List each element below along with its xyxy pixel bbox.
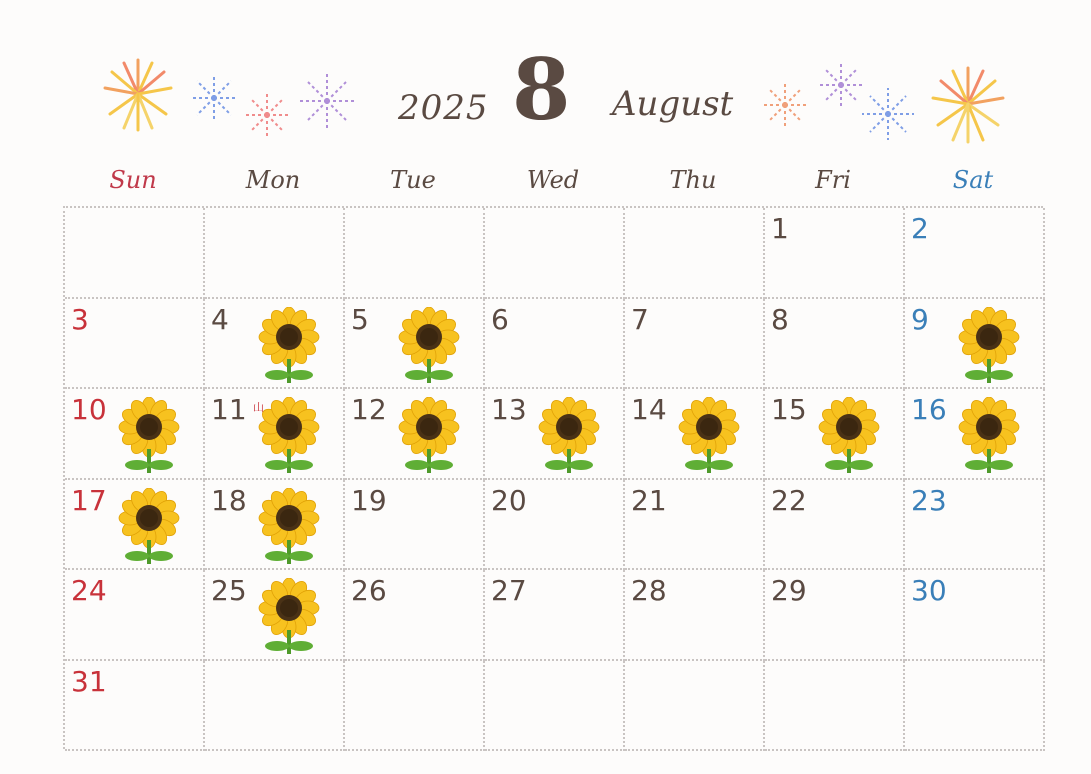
calendar-cell-day-5 <box>345 299 485 390</box>
day-number: 10 <box>71 393 107 426</box>
month-name: August <box>612 84 734 124</box>
calendar-cell-empty <box>625 208 765 299</box>
day-number: 31 <box>71 664 107 698</box>
calendar-grid <box>63 206 1043 749</box>
day-number: 25 <box>211 574 247 607</box>
fireworks-icon <box>758 78 812 132</box>
fireworks-icon <box>240 88 294 142</box>
day-number: 13 <box>491 393 527 426</box>
day-number: 4 <box>211 302 229 336</box>
day-number: 27 <box>491 574 527 607</box>
calendar-cell-day-3 <box>65 299 205 390</box>
day-number: 19 <box>351 483 387 517</box>
weekday-sun: Sun <box>109 166 157 194</box>
calendar-cell-day-25 <box>205 570 345 661</box>
weekday-wed: Wed <box>526 166 580 194</box>
sunflower-icon <box>397 397 461 477</box>
calendar-cell-day-30 <box>905 570 1045 661</box>
day-number: 20 <box>491 483 527 517</box>
calendar-cell-empty <box>485 661 625 752</box>
calendar-cell-day-8 <box>765 299 905 390</box>
day-number: 1 <box>771 212 789 245</box>
calendar-cell-day-28 <box>625 570 765 661</box>
day-number: 5 <box>351 302 369 336</box>
fireworks-icon <box>858 84 918 144</box>
calendar-cell-day-10 <box>65 389 205 480</box>
calendar-cell-day-2 <box>905 208 1045 299</box>
calendar-cell-day-20 <box>485 480 625 571</box>
calendar-cell-day-9 <box>905 299 1045 390</box>
calendar-cell-empty <box>345 208 485 299</box>
fireworks-icon <box>296 70 358 132</box>
calendar-cell-empty <box>485 208 625 299</box>
sunflower-icon <box>397 307 461 387</box>
sunflower-icon <box>817 397 881 477</box>
sunflower-icon <box>257 307 321 387</box>
day-number: 17 <box>71 483 107 517</box>
day-number: 23 <box>911 483 947 517</box>
fireworks-icon <box>96 52 180 136</box>
calendar-cell-day-6 <box>485 299 625 390</box>
day-number: 30 <box>911 574 947 607</box>
calendar-cell-day-22 <box>765 480 905 571</box>
calendar-cell-empty <box>205 661 345 752</box>
calendar-cell-day-15 <box>765 389 905 480</box>
sunflower-icon <box>117 397 181 477</box>
calendar-cell-day-1 <box>765 208 905 299</box>
day-number: 8 <box>771 302 789 336</box>
day-number: 9 <box>911 302 929 336</box>
calendar-cell-empty <box>205 208 345 299</box>
fireworks-icon <box>924 60 1012 148</box>
calendar-cell-day-13 <box>485 389 625 480</box>
day-number: 15 <box>771 393 807 426</box>
day-number: 14 <box>631 393 667 426</box>
calendar-cell-empty <box>65 208 205 299</box>
calendar-cell-day-23 <box>905 480 1045 571</box>
month-number: 8 <box>512 40 571 139</box>
day-number: 3 <box>71 302 89 336</box>
year-label: 2025 <box>398 88 489 128</box>
calendar-cell-day-26 <box>345 570 485 661</box>
day-number: 28 <box>631 574 667 607</box>
calendar-cell-empty <box>905 661 1045 752</box>
calendar-cell-empty <box>625 661 765 752</box>
calendar-cell-day-19 <box>345 480 485 571</box>
day-number: 18 <box>211 483 247 517</box>
sunflower-icon <box>257 578 321 658</box>
calendar-cell-empty <box>765 661 905 752</box>
calendar-cell-day-18 <box>205 480 345 571</box>
calendar-cell-day-24 <box>65 570 205 661</box>
sunflower-icon <box>677 397 741 477</box>
fireworks-icon <box>186 70 242 126</box>
holiday-mark: 山 <box>253 401 264 414</box>
calendar-cell-day-16 <box>905 389 1045 480</box>
calendar-cell-day-7 <box>625 299 765 390</box>
sunflower-icon <box>957 397 1021 477</box>
calendar-cell-day-29 <box>765 570 905 661</box>
calendar-cell-day-14 <box>625 389 765 480</box>
sunflower-icon <box>537 397 601 477</box>
calendar-cell-day-17 <box>65 480 205 571</box>
calendar-cell-day-12 <box>345 389 485 480</box>
day-number: 26 <box>351 574 387 607</box>
day-number: 12 <box>351 393 387 426</box>
day-number: 24 <box>71 574 107 607</box>
day-number: 21 <box>631 483 667 517</box>
calendar-cell-day-11 <box>205 389 345 480</box>
calendar-header <box>0 0 1091 160</box>
weekday-thu: Thu <box>669 166 717 194</box>
calendar-cell-day-27 <box>485 570 625 661</box>
weekday-mon: Mon <box>245 166 301 194</box>
weekday-sat: Sat <box>952 166 994 194</box>
day-number: 2 <box>911 212 929 245</box>
sunflower-icon <box>257 397 321 477</box>
weekday-fri: Fri <box>815 166 851 194</box>
calendar-cell-day-21 <box>625 480 765 571</box>
sunflower-icon <box>117 488 181 568</box>
sunflower-icon <box>957 307 1021 387</box>
weekday-tue: Tue <box>390 166 436 194</box>
calendar-cell-day-4 <box>205 299 345 390</box>
day-number: 11 <box>211 393 247 426</box>
day-number: 16 <box>911 393 947 426</box>
calendar-cell-day-31 <box>65 661 205 752</box>
day-number: 22 <box>771 483 807 517</box>
calendar-cell-empty <box>345 661 485 752</box>
day-number: 7 <box>631 302 649 336</box>
day-number: 6 <box>491 302 509 336</box>
day-number: 29 <box>771 574 807 607</box>
sunflower-icon <box>257 488 321 568</box>
